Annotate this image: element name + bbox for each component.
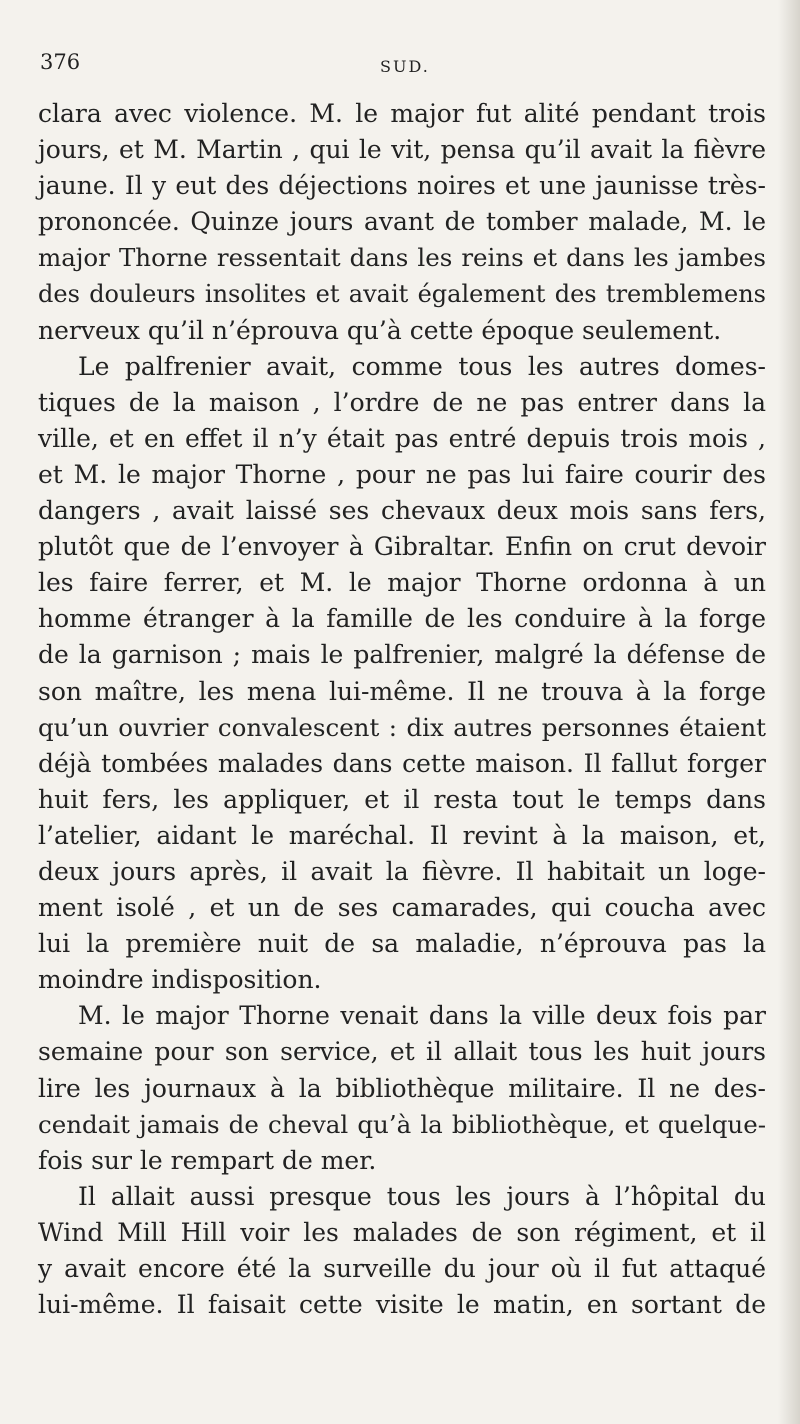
text-line: major Thorne ressentait dans les reins et dans les jambes [38,243,766,273]
text-line: lire les journaux à la bibliothèque militaire. Il ne des- [38,1073,766,1103]
page-number: 376 [40,50,81,74]
text-line: moindre indisposition. [38,965,322,995]
text-line: tiques de la maison , l’ordre de ne pas entrer dans la [38,387,766,417]
text-line: semaine pour son service, et il allait tous les huit jours [38,1037,766,1067]
text-line: l’atelier, aidant le maréchal. Il revint à la maison, et, [38,820,766,850]
text-line: Wind Mill Hill voir les malades de son régiment, et il [38,1217,766,1247]
text-line: homme étranger à la famille de les conduire à la forge [38,604,766,634]
text-line: plutôt que de l’envoyer à Gibraltar. Enfin on crut devoir [38,532,766,562]
text-line: prononcée. Quinze jours avant de tomber malade, M. le [38,207,766,237]
text-line: déjà tombées malades dans cette maison. Il fallut forger [38,748,766,778]
text-line: ment isolé , et un de ses camarades, qui coucha avec [38,893,766,923]
page-edge-shadow [778,0,800,1424]
text-line: nerveux qu’il n’éprouva qu’à cette époque seulement. [38,315,722,345]
text-line: jours, et M. Martin , qui le vit, pensa qu’il avait la fièvre [38,135,766,165]
text-line: ville, et en effet il n’y était pas entré depuis trois mois , [38,423,766,453]
text-line: jaune. Il y eut des déjections noires et une jaunisse très- [38,171,766,201]
text-line: cendait jamais de cheval qu’à la bibliothèque, et quelque- [38,1109,766,1139]
text-line: huit fers, les appliquer, et il resta tout le temps dans [38,784,766,814]
text-line: les faire ferrer, et M. le major Thorne ordonna à un [38,568,766,598]
running-head: SUD. [380,57,430,76]
text-line: de la garnison ; mais le palfrenier, malgré la défense de [38,640,766,670]
text-line: lui la première nuit de sa maladie, n’éprouva pas la [38,929,766,959]
text-line: fois sur le rempart de mer. [38,1145,377,1175]
body-text [38,96,766,1323]
text-line: Le palfrenier avait, comme tous les autres domes- [78,351,766,381]
text-line: et M. le major Thorne , pour ne pas lui faire courir des [38,459,766,489]
text-line: clara avec violence. M. le major fut alité pendant trois [38,99,766,128]
text-line: deux jours après, il avait la fièvre. Il habitait un loge- [38,856,766,886]
text-line: Il allait aussi presque tous les jours à l’hôpital du [78,1181,766,1211]
text-line: dangers , avait laissé ses chevaux deux mois sans fers, [38,496,766,526]
text-line: des douleurs insolites et avait également des tremblemens [38,280,766,309]
text-line: M. le major Thorne venait dans la ville deux fois par [78,1001,766,1031]
text-line: y avait encore été la surveille du jour où il fut attaqué [38,1254,766,1283]
text-line: qu’un ouvrier convalescent : dix autres personnes étaient [38,712,766,742]
text-line: lui-même. Il faisait cette visite le matin, en sortant de [38,1290,766,1320]
text-line: son maître, les mena lui-même. Il ne trouva à la forge [38,676,766,706]
